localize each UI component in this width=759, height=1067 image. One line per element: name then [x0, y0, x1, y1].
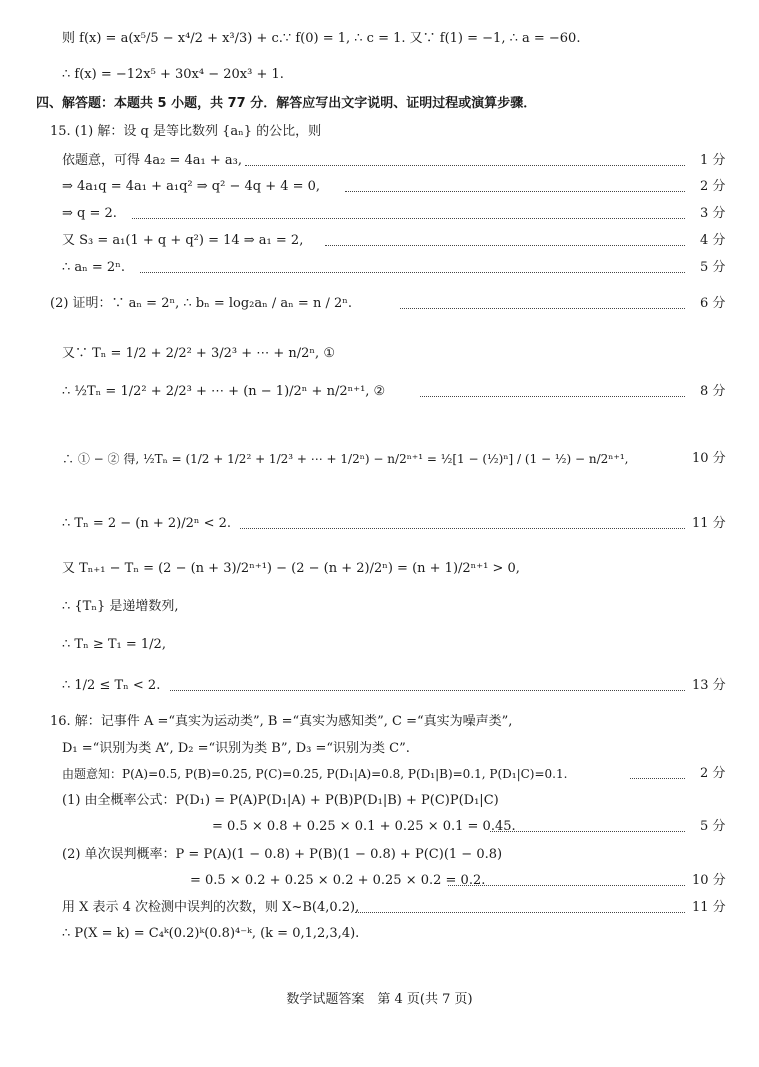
text-line: 依题意，可得 4a₂ = 4a₁ + a₃,: [62, 153, 243, 168]
text-line: = 0.5 × 0.8 + 0.25 × 0.1 + 0.25 × 0.1 = 0.45.: [212, 819, 516, 834]
section-heading: 四、解答题：本题共 5 小题，共 77 分．解答应写出文字说明、证明过程或演算步骤．: [36, 96, 537, 111]
text-line: ∴ Tₙ = 2 − (n + 2)/2ⁿ < 2.: [62, 516, 232, 531]
score-label: 13 分: [692, 678, 726, 693]
score-label: 11 分: [692, 516, 726, 531]
text-line: (1) 由全概率公式：P(D₁) = P(A)P(D₁|A) + P(B)P(D₁|B) + P(C)P(D₁|C): [62, 793, 499, 808]
leader-dots: [400, 308, 685, 309]
score-label: 5 分: [700, 260, 726, 275]
leader-dots: [448, 885, 685, 886]
score-label: 11 分: [692, 900, 726, 915]
text-line: ∴ Tₙ ≥ T₁ = 1/2,: [62, 637, 166, 652]
score-label: 6 分: [700, 296, 726, 311]
leader-dots: [170, 690, 685, 691]
leader-dots: [240, 528, 685, 529]
leader-dots: [132, 218, 685, 219]
score-label: 8 分: [700, 384, 726, 399]
text-line: ∴ 1/2 ≤ Tₙ < 2.: [62, 678, 161, 693]
text-line: ⇒ q = 2.: [62, 206, 117, 221]
leader-dots: [140, 272, 685, 273]
leader-dots: [325, 245, 685, 246]
leader-dots: [630, 778, 685, 779]
text-line: ∴ P(X = k) = C₄ᵏ(0.2)ᵏ(0.8)⁴⁻ᵏ, (k = 0,1,2,3,4).: [62, 926, 360, 941]
text-line: 由题意知：P(A)=0.5, P(B)=0.25, P(C)=0.25, P(D₁|A)=0.8, P(D₁|B)=0.1, P(D₁|C)=0.1.: [62, 767, 568, 781]
text-line: ∴ f(x) = −12x⁵ + 30x⁴ − 20x³ + 1.: [62, 67, 284, 82]
question-16-heading: 16. 解：记事件 A =“真实为运动类”, B =“真实为感知类”, C =“真实为噪声类”,: [50, 714, 513, 729]
score-label: 2 分: [700, 766, 726, 781]
page-footer: 数学试题答案 第 4 页(共 7 页): [286, 992, 473, 1007]
leader-dots: [420, 396, 685, 397]
leader-dots: [490, 831, 685, 832]
score-label: 5 分: [700, 819, 726, 834]
score-label: 10 分: [692, 873, 726, 888]
text-line: ∴ ½Tₙ = 1/2² + 2/2³ + ⋯ + (n − 1)/2ⁿ + n/2ⁿ⁺¹, ②: [62, 384, 386, 399]
text-line: ⇒ 4a₁q = 4a₁ + a₁q² ⇒ q² − 4q + 4 = 0,: [62, 179, 321, 194]
leader-dots: [345, 191, 685, 192]
text-line: 则 f(x) = a(x⁵/5 − x⁴/2 + x³/3) + c.∵ f(0) = 1, ∴ c = 1. 又∵ f(1) = −1, ∴ a = −60.: [62, 31, 581, 46]
text-line: 用 X 表示 4 次检测中误判的次数，则 X~B(4,0.2),: [62, 900, 360, 915]
question-15-heading: 15. (1) 解：设 q 是等比数列 {aₙ} 的公比，则: [50, 124, 322, 139]
text-line: ∴ ① − ② 得, ½Tₙ = (1/2 + 1/2² + 1/2³ + ⋯ + 1/2ⁿ) − n/2ⁿ⁺¹ = ½[1 − (½)ⁿ] / (1 − ½) − n/2ⁿ⁺¹,: [62, 452, 629, 466]
text-line: 又 Tₙ₊₁ − Tₙ = (2 − (n + 3)/2ⁿ⁺¹) − (2 − (n + 2)/2ⁿ) = (n + 1)/2ⁿ⁺¹ > 0,: [62, 561, 520, 576]
text-line: (2) 证明：∵ aₙ = 2ⁿ, ∴ bₙ = log₂aₙ / aₙ = n / 2ⁿ.: [50, 296, 352, 311]
score-label: 4 分: [700, 233, 726, 248]
text-line: ∴ {Tₙ} 是递增数列,: [62, 599, 179, 614]
leader-dots: [355, 912, 685, 913]
text-line: D₁ =“识别为类 A”, D₂ =“识别为类 B”, D₃ =“识别为类 C”.: [62, 741, 410, 756]
text-line: = 0.5 × 0.2 + 0.25 × 0.2 + 0.25 × 0.2 = 0.2.: [190, 873, 486, 888]
score-label: 10 分: [692, 451, 726, 466]
score-label: 1 分: [700, 153, 726, 168]
text-line: 又 S₃ = a₁(1 + q + q²) = 14 ⇒ a₁ = 2,: [62, 233, 304, 248]
score-label: 2 分: [700, 179, 726, 194]
text-line: (2) 单次误判概率：P = P(A)(1 − 0.8) + P(B)(1 − 0.8) + P(C)(1 − 0.8): [62, 847, 503, 862]
score-label: 3 分: [700, 206, 726, 221]
leader-dots: [245, 165, 685, 166]
text-line: 又∵ Tₙ = 1/2 + 2/2² + 3/2³ + ⋯ + n/2ⁿ, ①: [62, 346, 335, 361]
text-line: ∴ aₙ = 2ⁿ.: [62, 260, 125, 275]
